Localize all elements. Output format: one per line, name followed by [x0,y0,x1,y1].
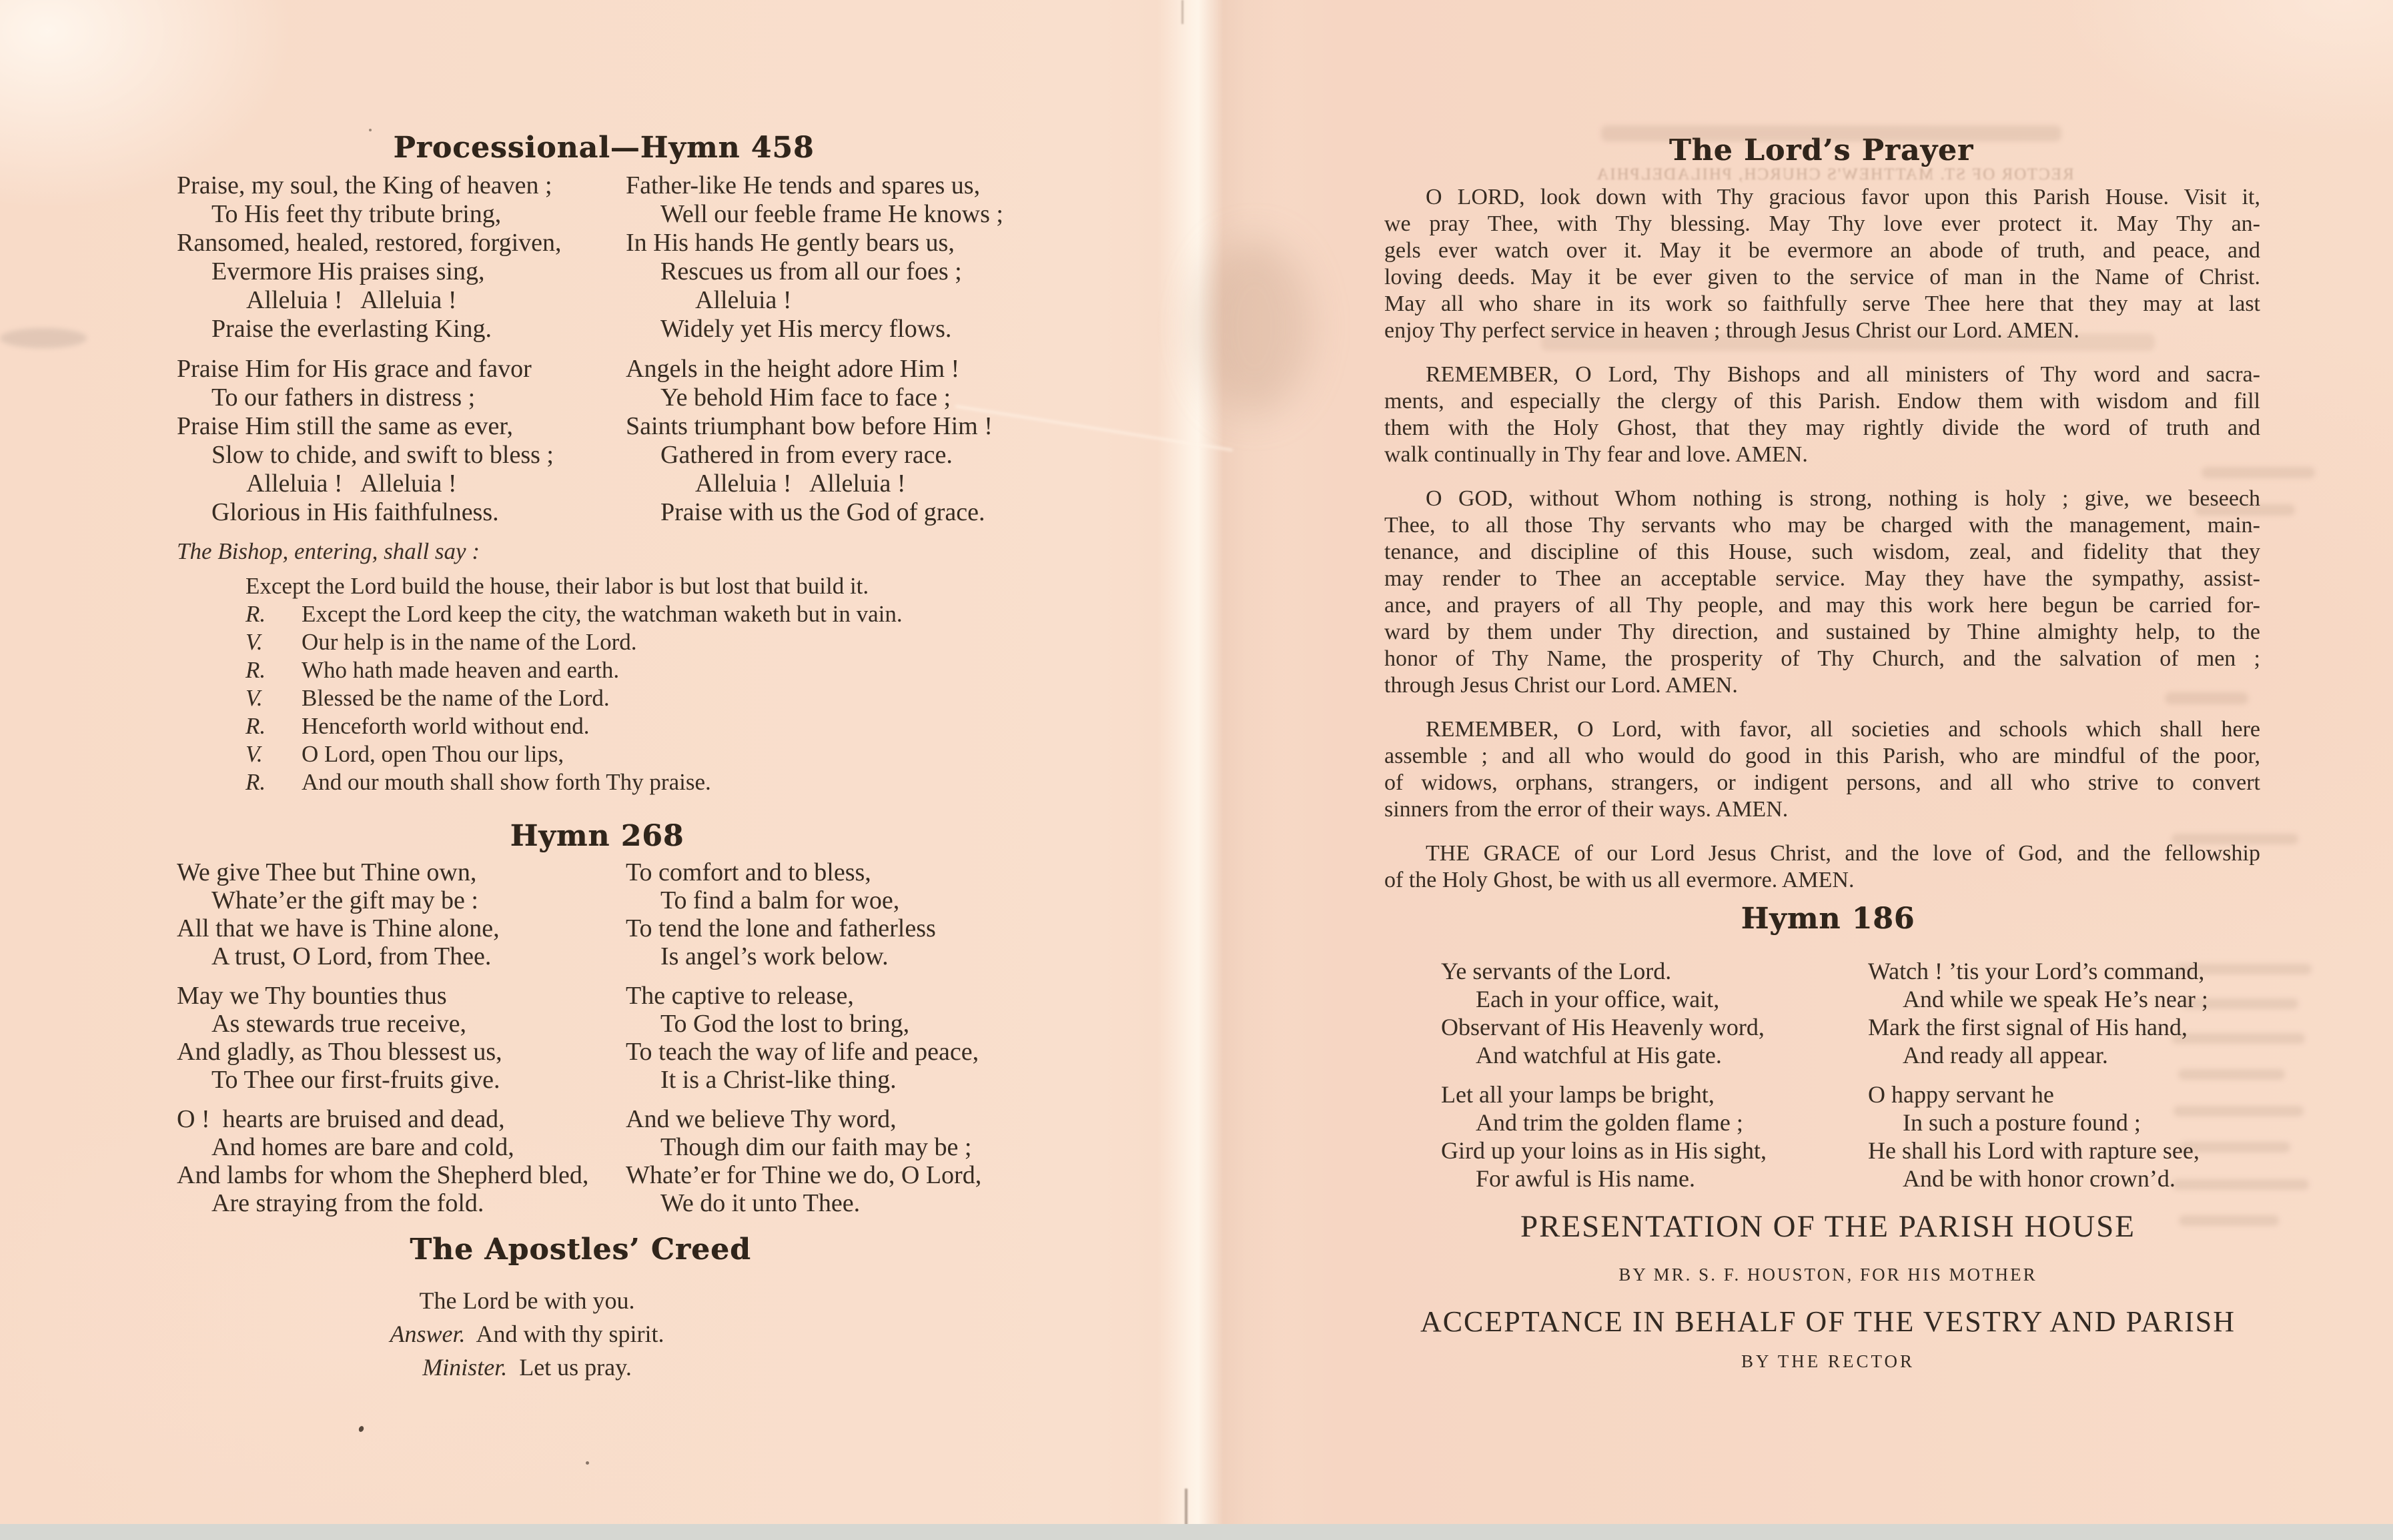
hymn-line: Slow to chide, and swift to bless ; [211,441,554,469]
versicle-line: V. O Lord, open Thou our lips, [246,741,564,767]
versicle-letter: V. [246,685,263,711]
creed-line: Minister. Let us pray. [422,1354,632,1381]
hymn-line: To find a balm for woe, [660,886,900,914]
hymn-line: Whate’er the gift may be : [211,886,478,914]
paragraph-line: them with the Holy Ghost, that they may rightly divide the word of truth and [1384,416,2260,440]
hymn-line: To tend the lone and fatherless [626,914,936,942]
paragraph-line: ments, and especially the clergy of this Parish. Endow them with wisdom and fill [1384,389,2260,414]
bleed-through-smudge [1601,125,2061,141]
hymn-line: Whate’er for Thine we do, O Lord, [626,1161,982,1189]
versicle-line: V. Our help is in the name of the Lord. [246,629,637,655]
paragraph-line: loving deeds. May it be ever given to the service of man in the Name of Christ. [1384,265,2260,289]
hymn-line: And gladly, as Thou blessest us, [177,1038,502,1066]
center-fold [1157,0,1284,1540]
hymn-line: Alleluia ! Alleluia ! [246,470,457,498]
hymn-line: A trust, O Lord, from Thee. [211,942,492,970]
hymn-line: Observant of His Heavenly word, [1441,1014,1765,1040]
hymn-line: Father-like He tends and spares us, [626,171,981,199]
hymn-line: Praise Him still the same as ever, [177,412,513,440]
prayer-paragraph [1384,486,2260,699]
hymn-line: May we Thy bounties thus [177,982,447,1010]
hymn-line: O ! hearts are bruised and dead, [177,1105,505,1133]
acceptance-title: ACCEPTANCE IN BEHALF OF THE VESTRY AND PARISH [1420,1305,2236,1338]
hymn-line: As stewards true receive, [211,1010,466,1038]
hymn-line: In His hands He gently bears us, [626,229,955,257]
hymn-line: To His feet thy tribute bring, [211,200,502,228]
hymn-line: We do it unto Thee. [660,1189,861,1217]
versicle-letter: R. [246,769,266,795]
versicle-line: R. Who hath made heaven and earth. [246,657,620,683]
pencil-smudge [0,328,87,348]
hymn-186-right-column [1868,957,2282,1204]
versicle-letter: V. [246,629,263,655]
hymn-line: O happy servant he [1868,1081,2054,1108]
paragraph-line: Thee, to all those Thy servants who may be charged with the management, main- [1384,513,2260,538]
versicle-line: R. Henceforth world without end. [246,713,590,739]
hymn-line: Angels in the height adore Him ! [626,355,960,383]
paragraph-line: through Jesus Christ our Lord. AMEN. [1384,673,1738,698]
hymn-line: And while we speak He’s near ; [1903,986,2208,1012]
versicle-letter: V. [246,741,263,767]
hymn-line: To God the lost to bring, [660,1010,910,1038]
hymn-line: Saints triumphant bow before Him ! [626,412,993,440]
scanner-edge [0,1524,2393,1540]
hymn-line: Alleluia ! Alleluia ! [695,470,906,498]
paragraph-line: ward by them under Thy direction, and sustained by Thine almighty help, to the [1384,620,2260,644]
hymn-stanza [1441,957,1861,1069]
hymn-line: Each in your office, wait, [1476,986,1720,1012]
versicle-letter: R. [246,601,266,627]
rubric-bishop-entering: The Bishop, entering, shall say : [177,538,480,564]
hymn-line: For awful is His name. [1476,1165,1695,1192]
creed-speaker: Answer. [390,1321,466,1347]
hymn-line: Praise the everlasting King. [211,315,492,343]
paragraph-line: O GOD, without Whom nothing is strong, nothing is holy ; give, we beseech [1426,486,2260,511]
versicle-line: R. And our mouth shall show forth Thy praise. [246,769,711,795]
ink-speck [586,1461,589,1465]
hymn-line: And homes are bare and cold, [211,1133,514,1161]
hymn-line: And ready all appear. [1903,1042,2108,1068]
creed-line: Answer. And with thy spirit. [390,1321,664,1347]
hymn-line: Are straying from the fold. [211,1189,484,1217]
hymn-line: To our fathers in distress ; [211,383,476,412]
hymn-line: Watch ! ’tis your Lord’s command, [1868,958,2205,984]
hymn-line: Though dim our faith may be ; [660,1133,972,1161]
paragraph-line: may render to Thee an acceptable service. May they have the sympathy, assist- [1384,566,2260,591]
paragraph-line: of the Holy Ghost, be with us all evermore. AMEN. [1384,868,1855,892]
hymn-line: Widely yet His mercy flows. [660,315,952,343]
bleed-through-text: RECTOR OF ST. MATTHEW'S CHURCH, PHILADELPHIA [1595,165,2074,183]
hymn-line: And we believe Thy word, [626,1105,897,1133]
apostles-creed-heading: The Apostles’ Creed [410,1233,751,1267]
hymn-line: To teach the way of life and peace, [626,1038,979,1066]
hymn-line: Alleluia ! [695,286,792,314]
hymn-line: All that we have is Thine alone, [177,914,500,942]
paragraph-line: May all who share in its work so faithfully serve Thee here that they may at last [1384,291,2260,316]
hymn-line: Praise, my soul, the King of heaven ; [177,171,552,199]
hymn-stanza [1868,1080,2282,1193]
versicle-letter: R. [246,713,266,739]
prayer-paragraph [1384,361,2260,468]
prayer-paragraph [1384,840,2260,894]
paragraph-line: honor of Thy Name, the prosperity of Thy Church, and the salvation of men ; [1384,646,2260,671]
prayer-paragraph [1384,716,2260,823]
hymn-line: Glorious in His faithfulness. [211,498,499,526]
hymn-stanza [1441,1080,1861,1193]
hymn-line: To Thee our first-fruits give. [211,1066,500,1094]
paragraph-line: gels ever watch over it. May it be evermore an abode of truth, and peace, and [1384,238,2260,263]
paragraph-line: enjoy Thy perfect service in heaven ; through Jesus Christ our Lord. AMEN. [1384,318,2079,343]
hymn-line: The captive to release, [626,982,854,1010]
paragraph-line: we pray Thee, with Thy blessing. May Thy love ever protect it. May Thy an- [1384,211,2260,236]
paragraph-line: of widows, orphans, strangers, or indigent persons, and all who strive to convert [1384,770,2260,795]
presentation-title: PRESENTATION OF THE PARISH HOUSE [1520,1209,2136,1244]
hymn-line: To comfort and to bless, [626,858,871,886]
paragraph-line: walk continually in Thy fear and love. AMEN. [1384,442,1808,467]
hymn-line: Rescues us from all our foes ; [660,257,962,285]
creed-line: The Lord be with you. [419,1287,635,1314]
hymn-line: Mark the first signal of His hand, [1868,1014,2188,1040]
center-fold-shadow [1198,240,1311,414]
processional-hymn-heading: Processional—Hymn 458 [393,131,815,165]
presentation-byline: BY MR. S. F. HOUSTON, FOR HIS MOTHER [1618,1265,2037,1285]
hymn-186-left-column [1441,957,1861,1204]
hymn-268-heading: Hymn 268 [510,819,684,853]
hymn-line: Alleluia ! Alleluia ! [246,286,457,314]
hymn-line: It is a Christ-like thing. [660,1066,897,1094]
paragraph-line: REMEMBER, O Lord, Thy Bishops and all ministers of Thy word and sacra- [1426,362,2260,387]
hymn-line: And trim the golden flame ; [1476,1109,1743,1136]
hymn-line: Gird up your loins as in His sight, [1441,1137,1767,1164]
creed-speaker: Minister. [422,1354,508,1381]
paragraph-line: sinners from the error of their ways. AMEN. [1384,797,1789,822]
paragraph-line: ance, and prayers of all Thy people, and may this work here begun be carried for- [1384,593,2260,618]
hymn-line: Praise with us the God of grace. [660,498,985,526]
hymn-line: Gathered in from every race. [660,441,953,469]
versicle-line: R. Except the Lord keep the city, the watchman waketh but in vain. [246,601,903,627]
hymn-stanza [1868,957,2282,1069]
hymn-line: Well our feeble frame He knows ; [660,200,1003,228]
hymn-line: And watchful at His gate. [1476,1042,1722,1068]
hymn-line: Ye behold Him face to face ; [660,383,951,412]
hymn-line: Evermore His praises sing, [211,257,485,285]
versicle-letter: R. [246,657,266,683]
hymn-line: Ransomed, healed, restored, forgiven, [177,229,562,257]
fold-crease [1181,0,1183,24]
lords-prayer-paragraphs [1384,184,2260,911]
hymn-line: In such a posture found ; [1903,1109,2141,1136]
paragraph-line: O LORD, look down with Thy gracious favor upon this Parish House. Visit it, [1426,185,2260,209]
versicle-line: Except the Lord build the house, their labor is but lost that build it. [246,573,869,599]
hymn-line: Ye servants of the Lord. [1441,958,1672,984]
paragraph-line: THE GRACE of our Lord Jesus Christ, and the love of God, and the fellowship [1426,841,2260,866]
lords-prayer-heading: The Lord’s Prayer [1668,133,1974,167]
hymn-line: He shall his Lord with rapture see, [1868,1137,2200,1164]
prayer-paragraph [1384,184,2260,344]
hymn-line: Is angel’s work below. [660,942,889,970]
acceptance-byline: BY THE RECTOR [1741,1351,1915,1371]
hymn-line: And lambs for whom the Shepherd bled, [177,1161,589,1189]
hymn-line: And be with honor crown’d. [1903,1165,2176,1192]
hymn-186-heading: Hymn 186 [1741,902,1915,936]
paragraph-line: REMEMBER, O Lord, with favor, all societies and schools which shall here [1426,717,2260,742]
ink-speck [369,129,372,131]
paragraph-line: assemble ; and all who would do good in this Parish, who are mindful of the poor, [1384,744,2260,768]
versicle-line: V. Blessed be the name of the Lord. [246,685,610,711]
paragraph-line: tenance, and discipline of this House, such wisdom, zeal, and fidelity that they [1384,540,2260,564]
hymn-line: Let all your lamps be bright, [1441,1081,1715,1108]
hymn-line: We give Thee but Thine own, [177,858,477,886]
hymn-line: Praise Him for His grace and favor [177,355,532,383]
